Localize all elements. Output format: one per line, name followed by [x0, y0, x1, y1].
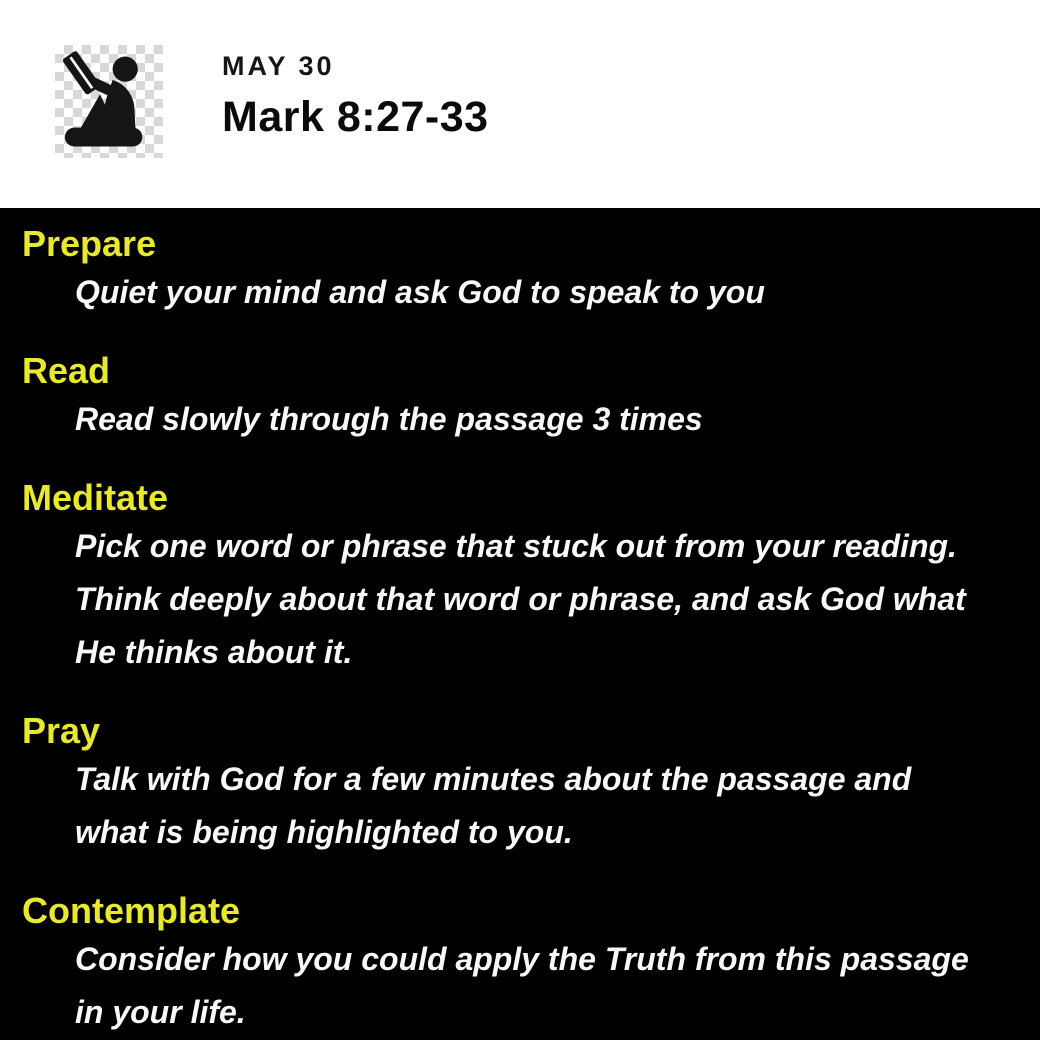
section-heading: Meditate	[22, 477, 169, 518]
devotional-steps	[0, 208, 1040, 1040]
section-heading: Read	[22, 350, 111, 391]
section-body: Consider how you could apply the Truth from this passage in your life.	[75, 941, 969, 1030]
section-body: Talk with God for a few minutes about the passage and what is being highlighted to you.	[75, 761, 912, 850]
section-prepare	[22, 222, 1020, 319]
section-heading: Contemplate	[22, 890, 241, 931]
header-text	[222, 52, 489, 141]
section-read	[22, 349, 1020, 446]
passage-title: Mark 8:27-33	[222, 92, 489, 141]
header	[0, 0, 1040, 208]
section-meditate	[22, 476, 1020, 679]
date-label: MAY 30	[222, 51, 335, 81]
section-heading: Prepare	[22, 223, 157, 264]
section-contemplate	[22, 889, 1020, 1039]
section-heading: Pray	[22, 710, 101, 751]
section-body: Quiet your mind and ask God to speak to you	[75, 274, 765, 310]
section-body: Pick one word or phrase that stuck out from your reading. Think deeply about that word or phrase, and ask God what He thinks about it.	[75, 528, 966, 670]
section-body: Read slowly through the passage 3 times	[75, 401, 703, 437]
section-pray	[22, 709, 1020, 859]
person-reading-icon	[55, 45, 163, 158]
